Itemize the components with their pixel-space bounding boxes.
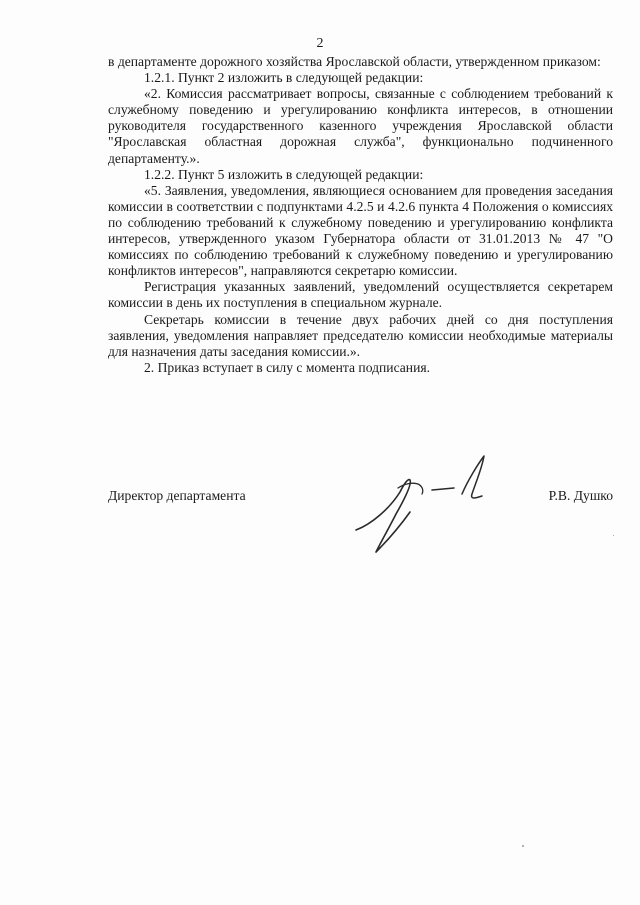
page-number: 2 [316, 36, 324, 51]
paragraph-secretary: Секретарь комиссии в течение двух рабочих дней со дня поступления заявления, уведомления направляет председателю комиссии необходимые материалы для назначения даты заседания комиссии.». [108, 311, 613, 359]
paragraph-intro: в департаменте дорожного хозяйства Ярославской области, утвержденном приказом: [108, 54, 601, 69]
scan-speck [522, 845, 524, 847]
signer-title: Директор департамента [108, 488, 246, 503]
paragraph-point-2-text: «2. Комиссия рассматривает вопросы, связанные с соблюдением требований к служебному поведению и урегулированию конфликта интересов, в отношении руководителя государственного казенного учреждения Ярославской области "Ярославская областная дорожная служба", функционально подчиненного департаменту.». [108, 86, 613, 166]
paragraph-clause-1-2-1: 1.2.1. Пункт 2 изложить в следующей редакции: [144, 70, 424, 86]
paragraph-clause-1-2-2: 1.2.2. Пункт 5 изложить в следующей редакции: [144, 166, 424, 182]
paragraph-effective-date: 2. Приказ вступает в силу с момента подписания. [144, 359, 430, 375]
paragraph-registration: Регистрация указанных заявлений, уведомлений осуществляется секретарем комиссии в день их поступления в специальном журнале. [108, 279, 613, 311]
scan-speck [613, 535, 614, 536]
paragraph-point-5-text: «5. Заявления, уведомления, являющиеся основанием для проведения заседания комиссии в соответствии с подпунктами 4.2.5 и 4.2.6 пункта 4 Положения о комиссиях по соблюдению требований к служебному поведению и урегулированию конфликта интересов, утвержденного указом Губернатора области от 31.01.2013 № 47 "О комиссиях по соблюдению требований к служебному поведению и урегулированию конфликтов интересов", направляются секретарю комиссии. [108, 182, 613, 279]
document-body [108, 54, 613, 376]
signer-name: Р.В. Душко [548, 488, 613, 503]
handwritten-signature [338, 448, 498, 568]
